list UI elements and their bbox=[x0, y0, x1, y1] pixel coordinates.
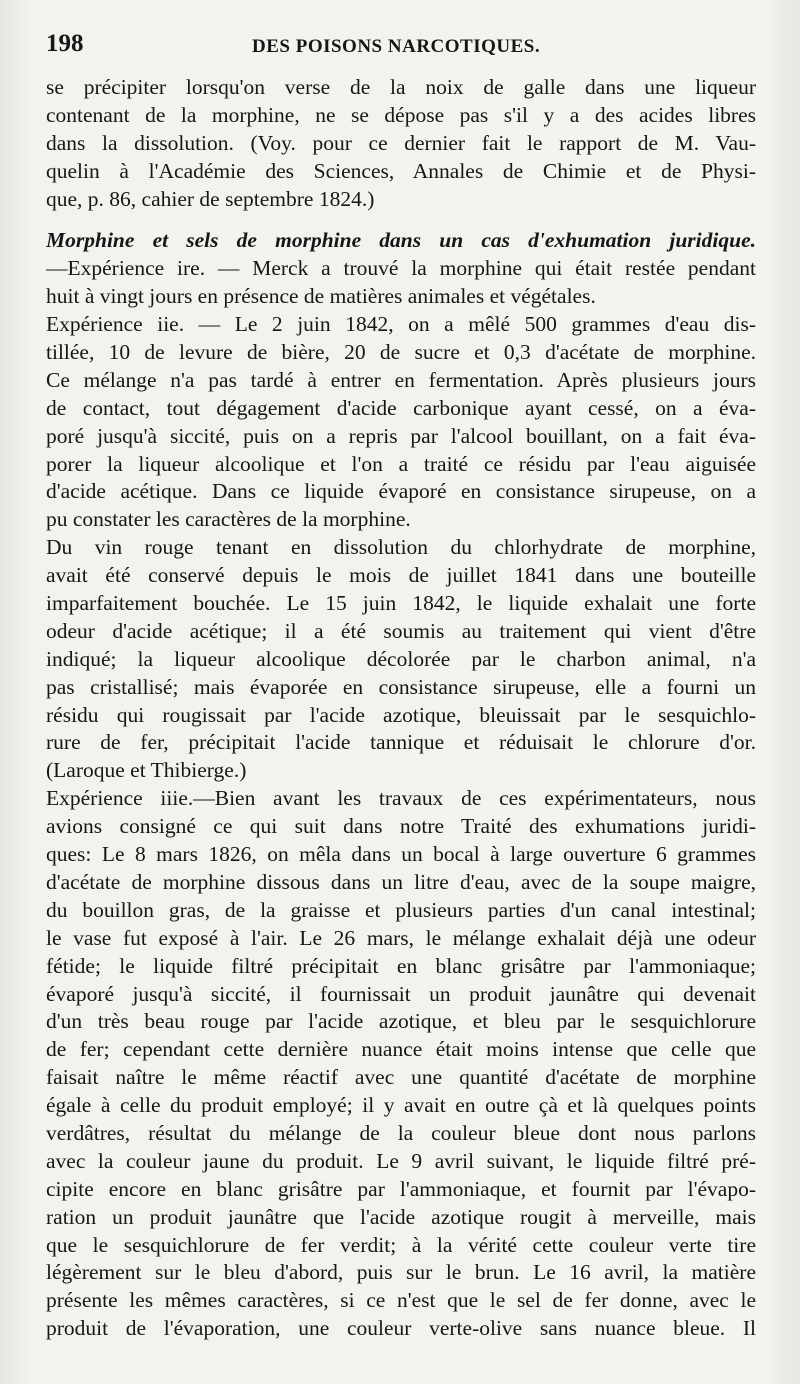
text-line: se précipiter lorsqu'on verse de la noix de galle dans une liqueur bbox=[46, 75, 756, 99]
text-line: pas cristallisé; mais évaporée en consistance sirupeuse, elle a fourni un bbox=[46, 674, 756, 699]
text-line: du bouillon gras, de la graisse et plusieurs parties d'un canal intestinal; bbox=[46, 897, 756, 922]
text-line: odeur d'acide acétique; il a été soumis au traitement qui vient d'être bbox=[46, 618, 756, 643]
section-heading: Morphine et sels de morphine dans un cas d'exhumation juridique. bbox=[46, 228, 756, 253]
text-line: avait été conservé depuis le mois de juillet 1841 dans une bouteille bbox=[46, 563, 756, 588]
text-line: imparfaitement bouchée. Le 15 juin 1842, le liquide exhalait une forte bbox=[46, 591, 756, 616]
text-line: d'acide acétique. Dans ce liquide évaporé en consistance sirupeuse, on a bbox=[46, 479, 756, 504]
text-line: quelin à l'Académie des Sciences, Annales de Chimie et de Physi- bbox=[46, 158, 756, 183]
text-line: de fer; cependant cette dernière nuance était moins intense que celle que bbox=[46, 1037, 756, 1062]
text-line: rure de fer, précipitait l'acide tannique et réduisait le chlorure d'or. bbox=[46, 730, 756, 755]
text-line: que, p. 86, cahier de septembre 1824.) bbox=[46, 186, 375, 211]
text-line: poré jusqu'à siccité, puis on a repris par l'alcool bouillant, on a fait éva- bbox=[46, 423, 756, 448]
text-line: légèrement sur le bleu d'abord, puis sur le brun. Le 16 avril, la matière bbox=[46, 1260, 756, 1285]
text-line: —Expérience ire. — Merck a trouvé la morphine qui était restée pendant bbox=[46, 256, 756, 281]
text-line: indiqué; la liqueur alcoolique décolorée par le charbon animal, n'a bbox=[46, 646, 756, 671]
text-line: que le sesquichlorure de fer verdit; à la vérité cette couleur verte tire bbox=[46, 1232, 756, 1257]
text-line: égale à celle du produit employé; il y avait en outre çà et là quelques points bbox=[46, 1093, 756, 1118]
text-line: porer la liqueur alcoolique et l'on a traité ce résidu par l'eau aiguisée bbox=[46, 451, 756, 476]
text-line: le vase fut exposé à l'air. Le 26 mars, le mélange exhalait déjà une odeur bbox=[46, 925, 756, 950]
text-line: Expérience iiie.—Bien avant les travaux de ces expérimentateurs, nous bbox=[46, 786, 756, 811]
text-line: Ce mélange n'a pas tardé à entrer en fermentation. Après plusieurs jours bbox=[46, 367, 756, 392]
text-line: contenant de la morphine, ne se dépose pas s'il y a des acides libres bbox=[46, 102, 756, 127]
text-line: ques: Le 8 mars 1826, on mêla dans un bocal à large ouverture 6 grammes bbox=[46, 842, 756, 867]
text-line: Du vin rouge tenant en dissolution du chlorhydrate de morphine, bbox=[46, 535, 756, 560]
text-line: présente les mêmes caractères, si ce n'est que le sel de fer donne, avec le bbox=[46, 1288, 756, 1313]
page-header bbox=[46, 30, 754, 62]
text-line: d'acétate de morphine dissous dans un litre d'eau, avec de la soupe maigre, bbox=[46, 869, 756, 894]
text-line: dans la dissolution. (Voy. pour ce dernier fait le rapport de M. Vau- bbox=[46, 130, 756, 155]
text-line: verdâtres, résultat du mélange de la couleur bleue dont nous parlons bbox=[46, 1120, 756, 1145]
text-line: avions consigné ce qui suit dans notre Traité des exhumations juridi- bbox=[46, 814, 756, 839]
text-line: tillée, 10 de levure de bière, 20 de sucre et 0,3 d'acétate de morphine. bbox=[46, 340, 756, 365]
text-line: pu constater les caractères de la morphine. bbox=[46, 507, 411, 532]
text-line: fétide; le liquide filtré précipitait en blanc grisâtre par l'ammoniaque; bbox=[46, 953, 756, 978]
text-line: évaporé jusqu'à siccité, il fournissait un produit jaunâtre qui devenait bbox=[46, 981, 756, 1006]
page-number: 198 bbox=[46, 30, 84, 57]
running-head: DES POISONS NARCOTIQUES. bbox=[252, 36, 541, 57]
text-line: cipite encore en blanc grisâtre par l'ammoniaque, et fournit par l'évapo- bbox=[46, 1176, 756, 1201]
text-line: résidu qui rougissait par l'acide azotique, bleuissait par le sesquichlo- bbox=[46, 702, 756, 727]
text-line: (Laroque et Thibierge.) bbox=[46, 758, 247, 783]
text-line: huit à vingt jours en présence de matières animales et végétales. bbox=[46, 284, 596, 309]
text-line: d'un très beau rouge par l'acide azotique, et bleu par le sesquichlorure bbox=[46, 1009, 756, 1034]
text-line: ration un produit jaunâtre que l'acide azotique rougit à merveille, mais bbox=[46, 1204, 756, 1229]
body-text bbox=[46, 74, 756, 1343]
text-line: avec la couleur jaune du produit. Le 9 avril suivant, le liquide filtré pré- bbox=[46, 1148, 756, 1173]
text-line: faisait naître le même réactif avec une quantité d'acétate de morphine bbox=[46, 1065, 756, 1090]
text-line: de contact, tout dégagement d'acide carbonique ayant cessé, on a éva- bbox=[46, 395, 756, 420]
text-line: Expérience iie. — Le 2 juin 1842, on a mêlé 500 grammes d'eau dis- bbox=[46, 312, 756, 337]
paragraph-gap bbox=[46, 213, 756, 227]
text-line: produit de l'évaporation, une couleur verte-olive sans nuance bleue. Il bbox=[46, 1316, 756, 1341]
